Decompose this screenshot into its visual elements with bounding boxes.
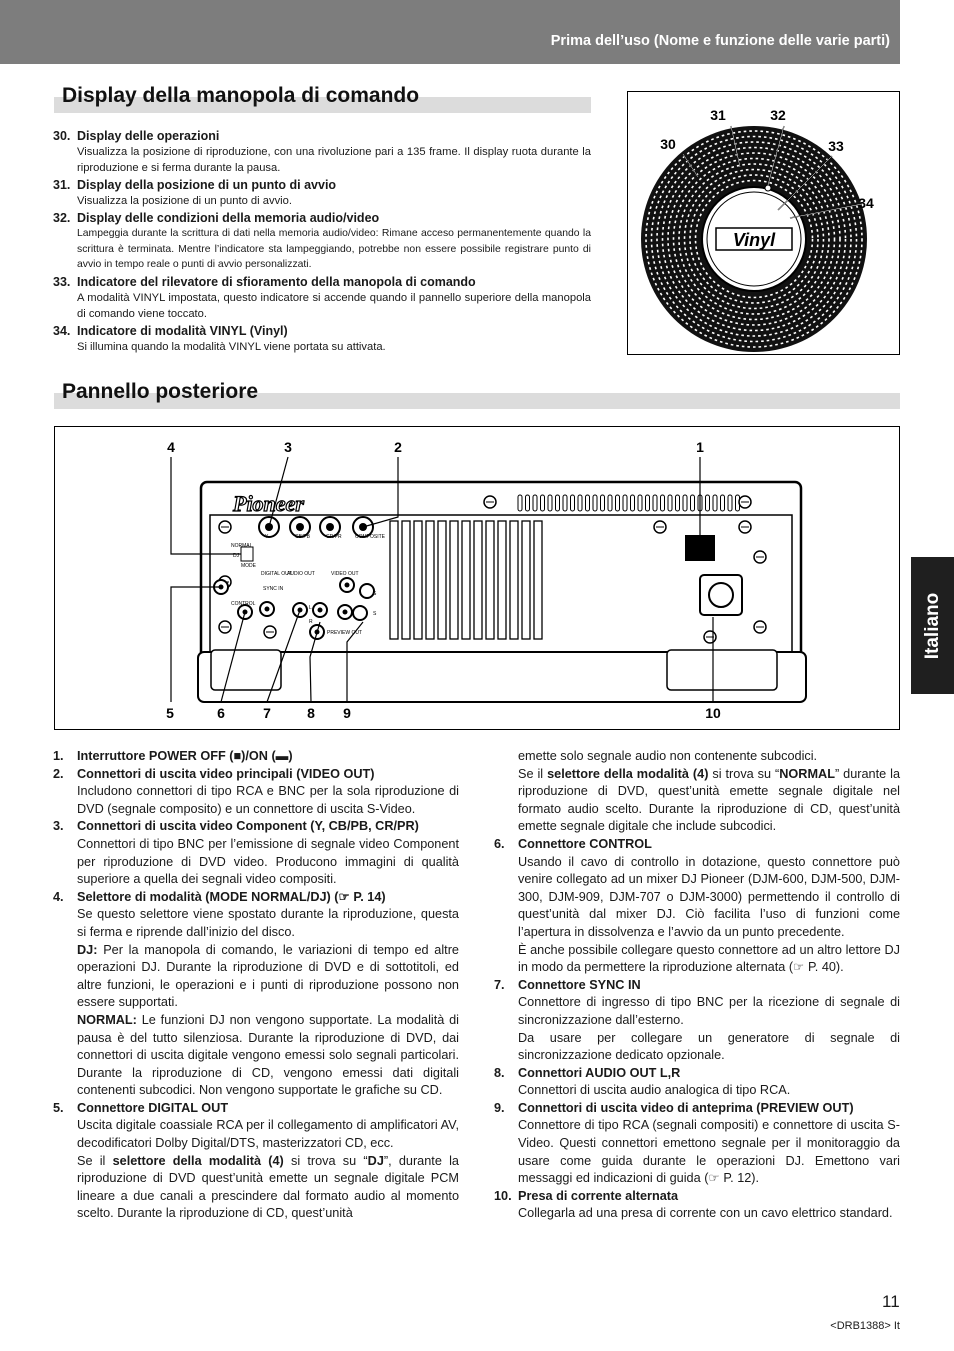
display-item-title bbox=[53, 323, 591, 339]
jog-display-figure bbox=[627, 91, 900, 355]
feature-item-paragraph: Usando il cavo di controllo in dotazione, questo connettore può venire collegato ad un mixer DJ Pioneer (DJM-600, DJM-500, DJM-300, DJM-909, DJM-707 o DJM-3000) permettendo il controllo di quest’unità dal mixer DJ. Ciò facilita l’uso di funzioni come l’apertura in dissolvenza e l’avvio da un punto precedente. bbox=[518, 854, 900, 939]
display-item bbox=[53, 128, 591, 176]
vent-slot bbox=[653, 495, 657, 511]
vent-slot bbox=[586, 495, 590, 511]
feature-item-body bbox=[77, 766, 459, 819]
panel-label-dj: DJ bbox=[233, 553, 240, 559]
heat-sink-fin bbox=[498, 521, 506, 639]
display-item-title-text: Display delle operazioni bbox=[77, 129, 220, 143]
text-bold-part: selettore della modalità (4) bbox=[112, 1153, 284, 1168]
display-item bbox=[53, 323, 591, 355]
feature-item-number: 2. bbox=[53, 766, 64, 781]
heat-sink-fin bbox=[414, 521, 422, 639]
heat-sink-fin bbox=[510, 521, 518, 639]
feature-item-body bbox=[518, 836, 900, 977]
vent-slot bbox=[668, 495, 672, 511]
left-column bbox=[53, 748, 459, 1223]
feature-item-body bbox=[77, 818, 459, 888]
text-bold-part: DJ bbox=[367, 1153, 384, 1168]
normal-mode-label: NORMAL: bbox=[77, 1012, 137, 1027]
bnc-pin bbox=[326, 523, 334, 531]
page-number: 11 bbox=[882, 1292, 900, 1311]
feature-item bbox=[53, 1100, 459, 1223]
vent-slot bbox=[623, 495, 627, 511]
rca-pin bbox=[343, 610, 348, 615]
heat-sink-fin bbox=[390, 521, 398, 639]
feature-item-paragraph: Collegarla ad una presa di corrente con un cavo elettrico standard. bbox=[518, 1206, 893, 1221]
feature-item bbox=[53, 818, 459, 888]
feature-item-paragraph: Connettore di ingresso di tipo BNC per la ricezione di segnale di sincronizzazione dall’esterno. bbox=[518, 995, 900, 1027]
heat-sink-fin bbox=[438, 521, 446, 639]
normal-mode-paragraph bbox=[77, 1012, 459, 1100]
feature-item-number: 4. bbox=[53, 889, 64, 904]
feature-item-number: 8. bbox=[494, 1065, 505, 1080]
feature-item bbox=[494, 836, 900, 977]
feature-item-body bbox=[77, 889, 459, 1100]
display-item-title bbox=[53, 128, 591, 144]
text-part: ”, durante la riproduzione di DVD quest’unità emette un segnale digitale PCM lineare a due canali a prescindere dal formato audio al momento scelto. Durante la riproduzione di CD, quest’unità bbox=[77, 1153, 459, 1221]
feature-item bbox=[53, 766, 459, 819]
feature-item-paragraph: Connettori di tipo BNC per l’emissione di segnale video Component per riproduzione di DVD video. Producono immagini di qualità superiore a quella dei segnali video compositi. bbox=[77, 836, 459, 887]
vent-slot bbox=[571, 495, 575, 511]
panel-label-s: S bbox=[373, 591, 377, 597]
display-item-description: Visualizza la posizione di un punto di avvio. bbox=[77, 195, 292, 207]
display-item-number: 33. bbox=[53, 274, 71, 289]
display-item-description: Visualizza la posizione di riproduzione, con una rivoluzione pari a 135 frame. Il display ruota durante la riproduzione e si ferma durante la pausa. bbox=[77, 146, 591, 174]
language-tab-label: Italiano bbox=[921, 592, 943, 659]
continued-body bbox=[518, 748, 900, 836]
display-item-title bbox=[53, 177, 591, 193]
panel-label-video_out: VIDEO OUT bbox=[331, 571, 359, 577]
vent-slot bbox=[563, 495, 567, 511]
display-item-number: 34. bbox=[53, 323, 71, 338]
rear-panel-illustration bbox=[55, 427, 899, 729]
panel-label-preview_out: PREVIEW OUT bbox=[327, 630, 363, 636]
panel-label-composite: COMPOSITE bbox=[355, 534, 386, 540]
vent-slot bbox=[713, 495, 717, 511]
continued-spacer bbox=[494, 748, 518, 836]
display-item-description: Si illumina quando la modalità VINYL viene portata su attivata. bbox=[77, 340, 386, 353]
jog-callout-31: 31 bbox=[710, 107, 726, 123]
feature-item-number: 9. bbox=[494, 1100, 505, 1115]
document-code: <DRB1388> It bbox=[830, 1320, 900, 1332]
feature-item-title: Connettori di uscita video principali (VIDEO OUT) bbox=[77, 766, 375, 781]
vent-slot bbox=[616, 495, 620, 511]
mode-switch bbox=[241, 547, 253, 561]
text-part: Se il bbox=[518, 766, 548, 781]
heat-sink-fin bbox=[450, 521, 458, 639]
feature-item-body bbox=[518, 1065, 900, 1100]
right-foot bbox=[667, 650, 777, 690]
section-header-title: Prima dell’uso (Nome e funzione delle varie parti) bbox=[550, 33, 890, 49]
panel-label-digital_out: DIGITAL OUT bbox=[261, 571, 292, 577]
display-item-number: 30. bbox=[53, 129, 71, 143]
jog-callout-30: 30 bbox=[660, 136, 676, 152]
continued-normal-paragraph bbox=[518, 766, 900, 836]
feature-item-title: Presa di corrente alternata bbox=[518, 1188, 679, 1203]
feature-item-body bbox=[77, 1100, 459, 1223]
rear-panel-figure bbox=[54, 426, 900, 730]
display-section-heading: Display della manopola di comando bbox=[62, 84, 420, 107]
panel-label-sync_in: SYNC IN bbox=[263, 586, 284, 592]
preview-s-video-connector bbox=[353, 606, 367, 620]
vinyl-label: Vinyl bbox=[732, 230, 776, 250]
feature-item-title: Selettore di modalità (MODE NORMAL/DJ) (☞ P. 14) bbox=[77, 889, 386, 904]
heat-sink-fin bbox=[486, 521, 494, 639]
panel-label-control: CONTROL bbox=[231, 601, 256, 607]
jog-callout-34: 34 bbox=[858, 195, 874, 211]
feature-item bbox=[494, 977, 900, 1065]
heat-sink-fin bbox=[402, 521, 410, 639]
vent-slot bbox=[706, 495, 710, 511]
vent-slot bbox=[541, 495, 545, 511]
feature-item-paragraph: Includono connettori di tipo RCA e BNC per la sola riproduzione di DVD (segnale composito) e un connettore di uscita S-Video. bbox=[77, 784, 459, 816]
vent-slot bbox=[728, 495, 732, 511]
rear-section-heading: Pannello posteriore bbox=[62, 380, 259, 403]
rca-pin bbox=[265, 607, 270, 612]
dj-mode-text: Per la manopola di comando, le variazioni di tempo ed altre operazioni DJ. Durante la riproduzione di DVD e di sottotitoli, ed altre funzioni, le operazioni e i punti di riproduzione possono non essere supportati. bbox=[77, 942, 459, 1010]
bnc-pin bbox=[296, 523, 304, 531]
heat-sink-fin bbox=[474, 521, 482, 639]
feature-item-number: 10. bbox=[494, 1188, 512, 1203]
dj-mode-label: DJ: bbox=[77, 942, 98, 957]
feature-item-number: 3. bbox=[53, 819, 64, 834]
feature-item-paragraph: Connettore di tipo RCA (segnali compositi) e connettore di uscita S-Video. Questi connettori emettono segnale per il monitoraggio da usare come guida durante le operazioni DJ. Emettono vari messaggi ed indicazioni di guida (☞ P. 12). bbox=[518, 1118, 900, 1186]
heat-sink-fin bbox=[522, 521, 530, 639]
display-item-title bbox=[53, 210, 591, 226]
vent-slot bbox=[556, 495, 560, 511]
feature-item-paragraph: Da usare per collegare un generatore di segnale di sincronizzazione dedicato opzionale. bbox=[518, 1030, 900, 1063]
feature-item-title: Connettori AUDIO OUT L,R bbox=[518, 1065, 681, 1080]
panel-label-s: S bbox=[373, 611, 377, 617]
right-column bbox=[494, 748, 900, 1223]
vent-slot bbox=[638, 495, 642, 511]
panel-label-cb: CB/PB bbox=[295, 534, 311, 540]
jog-dial-illustration bbox=[628, 92, 899, 354]
rear-callout: 8 bbox=[307, 705, 315, 721]
vent-slot bbox=[608, 495, 612, 511]
display-item-title-text: Indicatore del rilevatore di sfioramento della manopola di comando bbox=[77, 274, 476, 289]
rear-callout: 5 bbox=[166, 705, 174, 721]
vent-slot bbox=[631, 495, 635, 511]
vent-slot bbox=[526, 495, 530, 511]
text-part: si trova su “ bbox=[708, 766, 780, 781]
text-bold-part: NORMAL bbox=[779, 766, 835, 781]
heat-sink-fin bbox=[426, 521, 434, 639]
vent-slot bbox=[683, 495, 687, 511]
feature-item-body bbox=[77, 748, 459, 766]
feature-item-title: Connettori di uscita video Component (Y, CB/PB, CR/PR) bbox=[77, 819, 419, 834]
panel-label-normal: NORMAL bbox=[231, 543, 253, 549]
panel-label-l: L bbox=[309, 605, 312, 611]
rca-pin bbox=[345, 583, 350, 588]
feature-item-paragraph: Uscita digitale coassiale RCA per il collegamento di amplificatori AV, decodificatori Dolby Digital/DTS, masterizzatori CD, ecc. bbox=[77, 1118, 459, 1151]
left-foot bbox=[211, 650, 281, 690]
vent-slot bbox=[676, 495, 680, 511]
digital-out-dj-paragraph bbox=[77, 1153, 459, 1223]
feature-item bbox=[494, 1188, 900, 1223]
vent-slot bbox=[533, 495, 537, 511]
feature-item-title: Connettore SYNC IN bbox=[518, 977, 641, 992]
rear-callout: 1 bbox=[696, 439, 704, 455]
feature-item-title: Interruttore POWER OFF (■)/ON (▬) bbox=[77, 749, 293, 763]
vent-slot bbox=[518, 495, 522, 511]
rear-callout: 10 bbox=[705, 705, 721, 721]
rear-callout: 6 bbox=[217, 705, 225, 721]
dj-mode-paragraph bbox=[77, 942, 459, 1012]
panel-label-cr: CR/PR bbox=[326, 534, 342, 540]
rca-pin bbox=[318, 608, 323, 613]
feature-item bbox=[53, 748, 459, 766]
rear-callout: 3 bbox=[284, 439, 292, 455]
display-item-description: A modalità VINYL impostata, questo indicatore si accende quando il pannello superiore della manopola di comando viene toccato. bbox=[77, 291, 591, 320]
jog-callout-33: 33 bbox=[828, 138, 844, 154]
brand-logo: Pioneer bbox=[233, 491, 304, 516]
feature-item-number: 1. bbox=[53, 749, 64, 763]
rear-callout: 4 bbox=[167, 439, 175, 455]
cue-point-indicator bbox=[765, 185, 771, 191]
feature-item-paragraph: Connettori di uscita audio analogica di tipo RCA. bbox=[518, 1083, 791, 1098]
panel-label-mode: MODE bbox=[241, 563, 256, 569]
vent-slot bbox=[646, 495, 650, 511]
feature-item bbox=[494, 1065, 900, 1100]
text-bold-part: selettore della modalità (4) bbox=[547, 766, 709, 781]
normal-mode-text: Le funzioni DJ non vengono supportate. La modalità di pausa è del tutto silenziosa. Durante la riproduzione di DVD, dai connettori di uscita digitale vengono emessi solo segnali particolari. Durante la riproduzione di CD, vengono emessi dati digitali contenenti subcodici. Non vengono supportate le grafiche su CD. bbox=[77, 1012, 459, 1098]
heat-sink-fin bbox=[462, 521, 470, 639]
vent-slot bbox=[578, 495, 582, 511]
feature-item-title: Connettore CONTROL bbox=[518, 836, 652, 851]
language-tab bbox=[911, 557, 954, 694]
feature-item-number: 7. bbox=[494, 977, 505, 992]
feature-item bbox=[494, 1100, 900, 1188]
display-item-number: 31. bbox=[53, 178, 71, 192]
rear-callout: 2 bbox=[394, 439, 402, 455]
vent-slot bbox=[601, 495, 605, 511]
text-part: ” durante la riproduzione di DVD, quest’unità emette segnale digitale nel formato audio scelto. Durante la riproduzione di CD, quest’unità emette segnale digitale che include subcodici. bbox=[518, 766, 900, 834]
feature-item-paragraph: Se questo selettore viene spostato durante la riproduzione, questa si ferma e riprende dall’inizio del disco. bbox=[77, 907, 459, 939]
vent-slot bbox=[721, 495, 725, 511]
display-item-number: 32. bbox=[53, 211, 71, 225]
power-switch bbox=[685, 535, 715, 561]
jog-callout-32: 32 bbox=[770, 107, 786, 123]
s-video-connector bbox=[360, 584, 374, 598]
display-item-title bbox=[53, 274, 591, 290]
vent-slot bbox=[661, 495, 665, 511]
header-bar bbox=[0, 0, 900, 64]
display-item-title-text: Display delle condizioni della memoria audio/video bbox=[77, 211, 380, 225]
display-items-list bbox=[53, 128, 591, 356]
continued-item bbox=[494, 748, 900, 836]
feature-item bbox=[53, 889, 459, 1100]
rear-callout: 7 bbox=[263, 705, 271, 721]
display-item bbox=[53, 210, 591, 273]
vent-slot bbox=[593, 495, 597, 511]
display-item bbox=[53, 274, 591, 322]
vent-slot bbox=[548, 495, 552, 511]
rear-section-heading-bar bbox=[54, 380, 900, 409]
feature-item-body bbox=[518, 1100, 900, 1188]
feature-item-number: 5. bbox=[53, 1100, 64, 1115]
display-item-description: Lampeggia durante la scrittura di dati nella memoria audio/video: Rimane acceso permanentemente quando la scrittura è terminata. Mentre l’indicatore sta lampeggiando, potrebbe non essere possibile registrare punto di avvio in tempo reale o punti di avvio personalizzati. bbox=[77, 228, 591, 270]
text-part: Se il bbox=[77, 1153, 113, 1168]
display-item bbox=[53, 177, 591, 209]
panel-label-audio_out: AUDIO OUT bbox=[287, 571, 315, 577]
text-part: si trova su “ bbox=[283, 1153, 368, 1168]
feature-item-number: 6. bbox=[494, 836, 505, 851]
feature-item-body bbox=[518, 1188, 900, 1223]
feature-item-title: Connettori di uscita video di anteprima (PREVIEW OUT) bbox=[518, 1100, 854, 1115]
panel-label-r: R bbox=[309, 619, 313, 625]
feature-item-title: Connettore DIGITAL OUT bbox=[77, 1100, 229, 1115]
rear-callout: 9 bbox=[343, 705, 351, 721]
continued-paragraph: emette solo segnale audio non contenente subcodici. bbox=[518, 749, 818, 763]
ac-inlet-socket bbox=[709, 583, 733, 607]
heat-sink-fin bbox=[534, 521, 542, 639]
display-item-title-text: Display della posizione di un punto di avvio bbox=[77, 178, 337, 192]
panel-label-y: Y bbox=[265, 534, 269, 540]
display-section-heading-bar bbox=[54, 84, 591, 113]
vent-slot bbox=[691, 495, 695, 511]
display-item-title-text: Indicatore di modalità VINYL (Vinyl) bbox=[77, 323, 288, 338]
feature-item-paragraph: È anche possibile collegare questo connettore ad un altro lettore DJ in modo da permettere la riproduzione alternata (☞ P. 40). bbox=[518, 942, 900, 975]
feature-item-body bbox=[518, 977, 900, 1065]
